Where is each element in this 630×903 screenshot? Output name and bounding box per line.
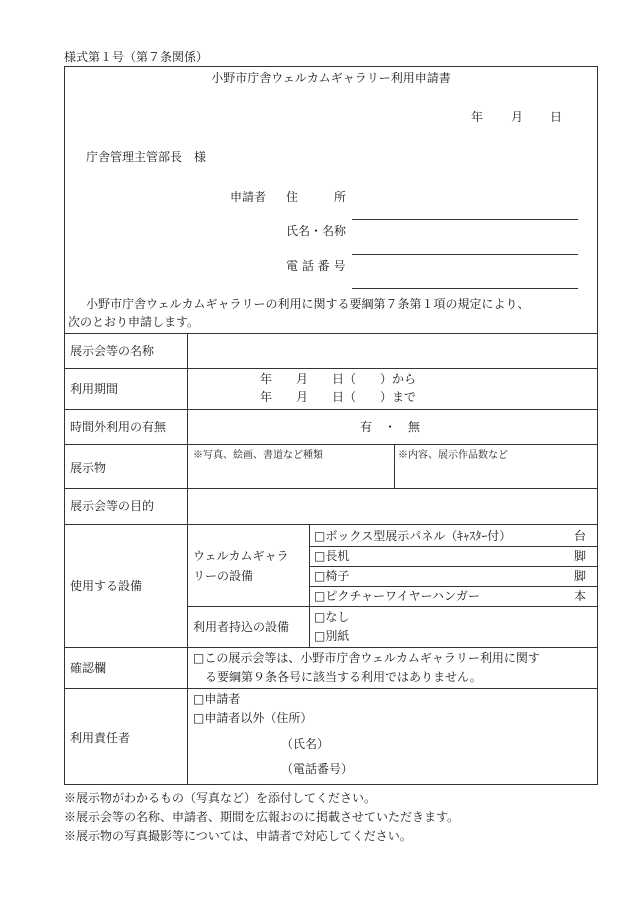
equipment-label: 使用する設備	[70, 579, 143, 593]
gallery-item-hanger-unit: 本	[574, 589, 587, 603]
gallery-equipment-label-1: ウェルカムギャラ	[193, 549, 289, 563]
responsible-other-option[interactable]: □申請者以外（住所）	[193, 711, 313, 725]
responsible-phone-label: （電話番号）	[281, 762, 354, 776]
period-to[interactable]: 年 月 日（ ）まで	[260, 390, 417, 404]
footnote-3: ※展示物の写真撮影等については、申請者で対応してください。	[64, 829, 412, 843]
gallery-item-panel-unit: 台	[574, 529, 587, 543]
gallery-item-panel[interactable]: □ボックス型展示パネル（ｷｬｽﾀｰ付）	[314, 529, 512, 543]
own-equipment-attached[interactable]: □別紙	[314, 629, 350, 643]
confirm-label: 確認欄	[70, 661, 107, 675]
footnote-1: ※展示物がわかるもの（写真など）を添付してください。	[64, 791, 377, 805]
phone-label: 電 話 番 号	[286, 259, 346, 273]
own-equipment-label: 利用者持込の設備	[193, 620, 290, 634]
gallery-item-chair-unit: 脚	[574, 569, 587, 583]
responsible-applicant-option[interactable]: □申請者	[193, 692, 241, 706]
form-title: 小野市庁舎ウェルカムギャラリー利用申請書	[211, 71, 451, 85]
footnote-2: ※展示会等の名称、申請者、期間を広報おのに掲載させていただきます。	[64, 810, 460, 824]
exhibits-type-note: ※写真、絵画、書道など種類	[193, 450, 323, 461]
overtime-choice[interactable]: 有 ・ 無	[360, 420, 421, 434]
confirm-text-line-2: る要綱第９条各号に該当する利用ではありません。	[205, 670, 482, 684]
gallery-equipment-label-2: リーの設備	[193, 569, 254, 583]
gallery-item-desk[interactable]: □長机	[314, 549, 350, 563]
name-label: 氏名・名称	[286, 224, 347, 238]
period-label: 利用期間	[70, 382, 119, 396]
date-day-label: 日	[550, 110, 563, 124]
exhibits-content-note: ※内容、展示作品数など	[398, 450, 508, 461]
exhibits-label: 展示物	[70, 461, 107, 475]
address-label: 住 所	[286, 190, 347, 204]
period-from[interactable]: 年 月 日（ ）から	[260, 372, 417, 386]
applicant-label: 申請者	[230, 190, 267, 204]
overtime-label: 時間外利用の有無	[70, 420, 167, 434]
responsible-name-label: （氏名）	[281, 737, 330, 751]
date-month-label: 月	[511, 110, 524, 124]
form-number: 様式第１号（第７条関係）	[64, 50, 209, 64]
intro-line-2: 次のとおり申請します。	[68, 315, 200, 329]
gallery-item-desk-unit: 脚	[574, 549, 587, 563]
responsible-label: 利用責任者	[70, 731, 131, 745]
address-line[interactable]	[352, 219, 578, 220]
addressee: 庁舎管理主管部長 様	[86, 150, 207, 164]
purpose-label: 展示会等の目的	[70, 499, 155, 513]
date-year-label: 年	[471, 110, 484, 124]
intro-line-1: 小野市庁舎ウェルカムギャラリーの利用に関する要綱第７条第１項の規定により、	[86, 297, 530, 311]
exhibition-name-label: 展示会等の名称	[70, 344, 155, 358]
gallery-item-hanger[interactable]: □ピクチャーワイヤーハンガー	[314, 589, 481, 603]
exhibition-name-field[interactable]	[189, 335, 596, 366]
confirm-checkbox-text[interactable]: □この展示会等は、小野市庁舎ウェルカムギャラリー利用に関す	[193, 651, 540, 665]
own-equipment-none[interactable]: □なし	[314, 610, 350, 624]
name-line[interactable]	[352, 254, 578, 255]
purpose-field[interactable]	[189, 490, 596, 522]
gallery-item-chair[interactable]: □椅子	[314, 569, 350, 583]
phone-line[interactable]	[352, 288, 578, 289]
